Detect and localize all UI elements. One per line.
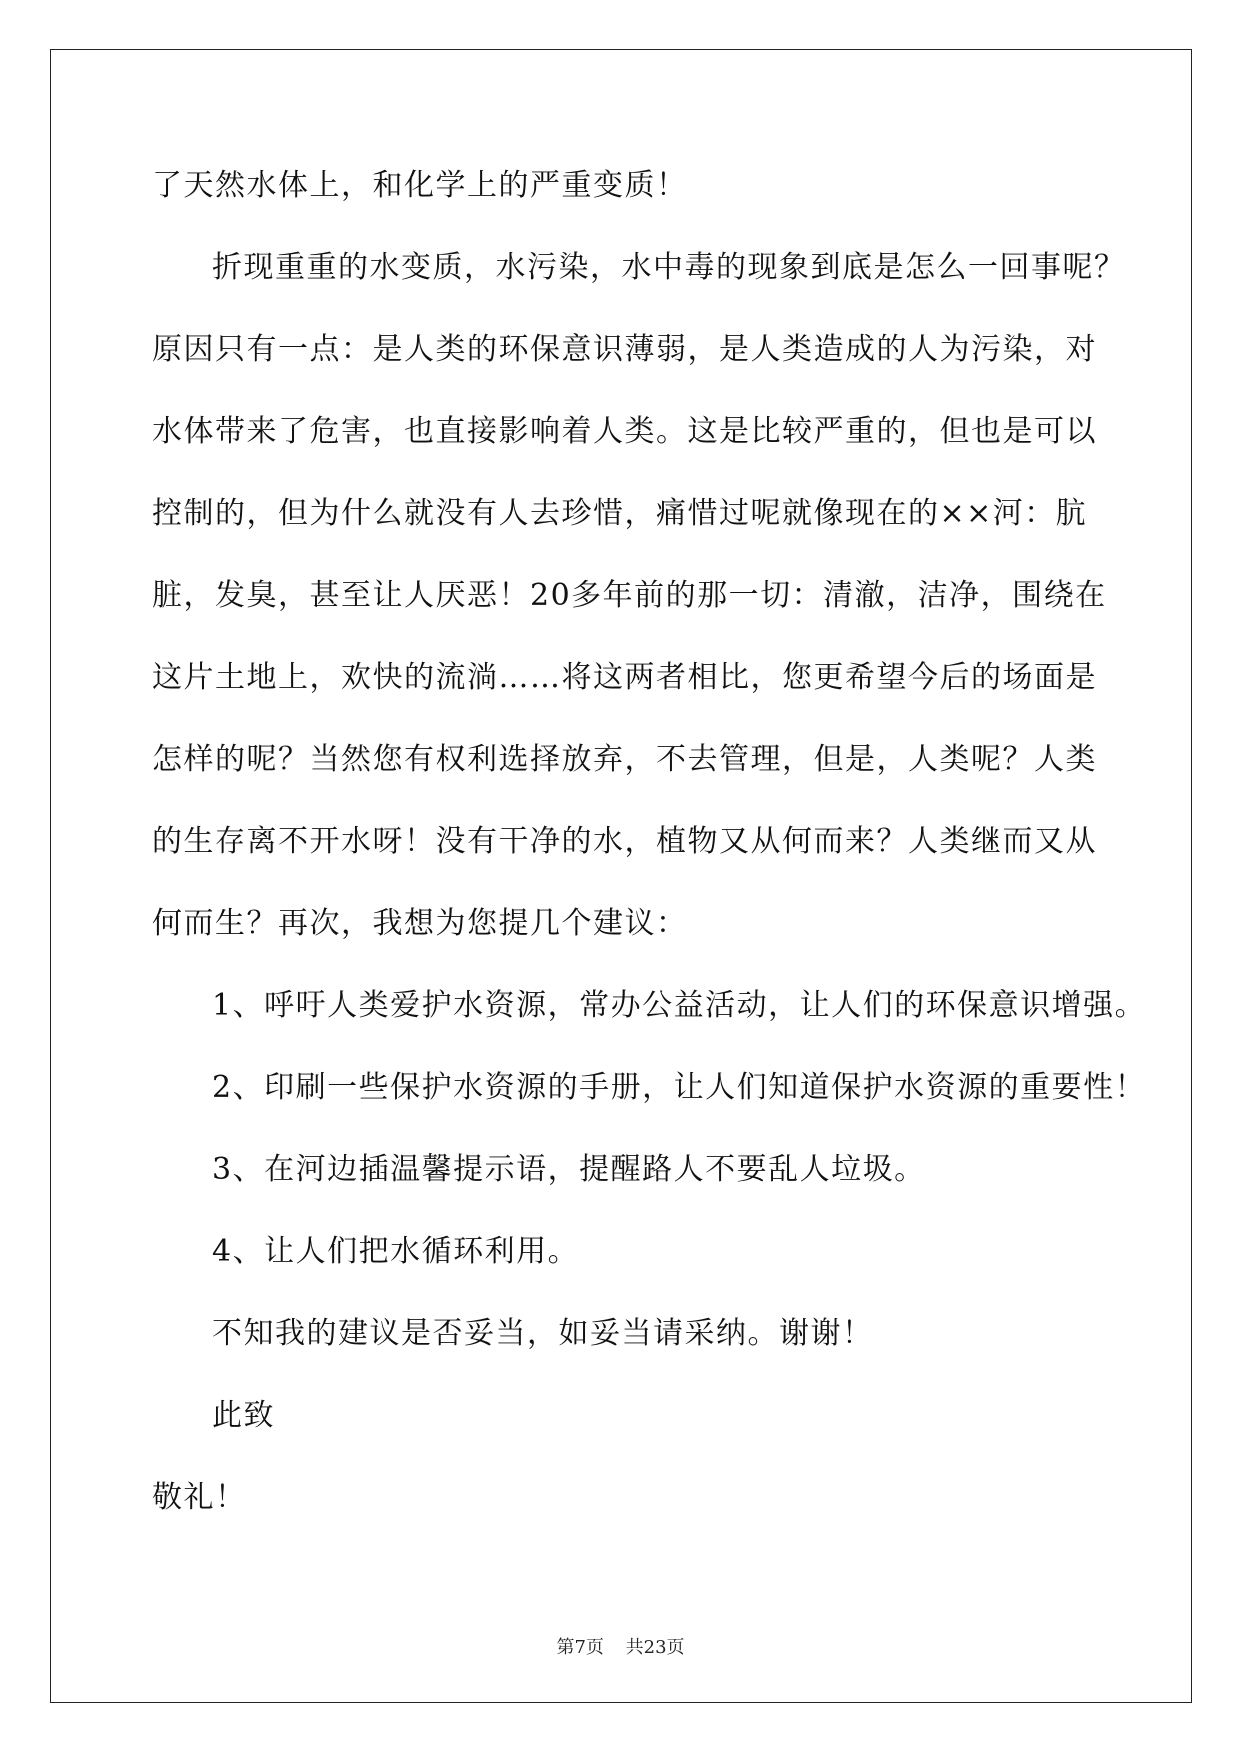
text-line: 脏，发臭，甚至让人厌恶！20多年前的那一切：清澈，洁净，围绕在 xyxy=(152,578,1107,613)
closing-text: 不知我的建议是否妥当，如妥当请采纳。谢谢！ xyxy=(212,1316,874,1351)
document-body xyxy=(152,166,1147,1560)
text-line: 控制的，但为什么就没有人去珍惜，痛惜过呢就像现在的××河：肮 xyxy=(152,496,1088,531)
text-line: 水体带来了危害，也直接影响着人类。这是比较严重的，但也是可以 xyxy=(152,414,1097,449)
text-line: 了天然水体上，和化学上的严重变质！ xyxy=(152,168,688,203)
text-line: 的生存离不开水呀！没有干净的水，植物又从何而来？人类继而又从 xyxy=(152,824,1097,859)
suggestion-item: 3、在河边插温馨提示语，提醒路人不要乱人垃圾。 xyxy=(212,1152,926,1187)
page-number: 第7页 xyxy=(556,1637,604,1658)
text-line: 怎样的呢？当然您有权利选择放弃，不去管理，但是，人类呢？人类 xyxy=(152,742,1097,777)
text-line: 这片土地上，欢快的流淌……将这两者相比，您更希望今后的场面是 xyxy=(152,660,1097,695)
suggestion-item: 4、让人们把水循环利用。 xyxy=(212,1234,580,1269)
page-total: 共23页 xyxy=(625,1637,685,1658)
page-footer xyxy=(0,1633,1241,1659)
text-line: 何而生？再次，我想为您提几个建议： xyxy=(152,906,688,941)
suggestion-item: 2、印刷一些保护水资源的手册，让人们知道保护水资源的重要性！ xyxy=(212,1070,1147,1105)
text-line: 原因只有一点：是人类的环保意识薄弱，是人类造成的人为污染，对 xyxy=(152,332,1097,367)
salutation-line: 敬礼！ xyxy=(152,1480,247,1515)
salutation-line: 此致 xyxy=(212,1398,275,1433)
suggestion-item: 1、呼吁人类爱护水资源，常办公益活动，让人们的环保意识增强。 xyxy=(212,988,1147,1023)
text-line: 折现重重的水变质，水污染，水中毒的现象到底是怎么一回事呢？ xyxy=(212,250,1126,285)
